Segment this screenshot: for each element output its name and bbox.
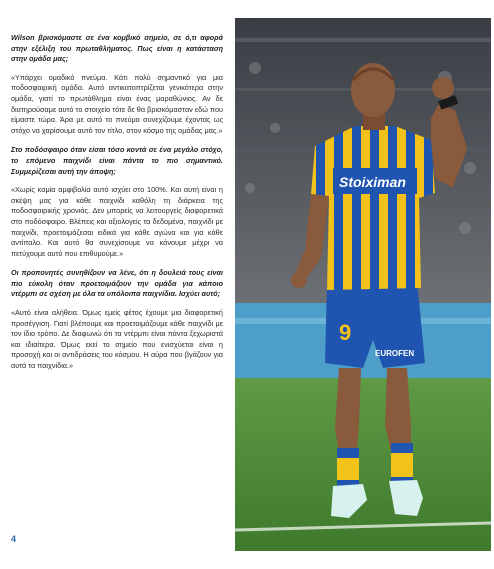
interview-column — [11, 33, 223, 381]
interview-question-3: Οι προπονητές συνηθίζουν να λένε, ότι η δουλειά τους είναι πιο εύκολη όταν προετοιμάζουν την ομάδα για κάποιο ντέρμπι σε σχέση με όλα τα υπόλοιπα παιχνίδια. Ισχύει αυτό; — [11, 268, 223, 299]
shorts-sponsor: EUROFEN — [375, 349, 415, 358]
player-photo — [235, 18, 491, 551]
shorts-number: 9 — [339, 320, 352, 345]
chest-sponsor: Stoiximan — [339, 174, 406, 190]
player-head — [351, 63, 395, 117]
interview-answer-2: «Χωρίς καμία αμφιβολία αυτό ισχύει στο 100%. Και αυτή είναι η σκέψη μας για κάθε παιχνίδι καθόλη τη διάρκεια της ποδοσφαιρικής χρονιάς. Δεν μπορείς να λειτουργείς διαφορετικά στο ποδόσφαιρο. Βλέπεις και αξιολογείς τα δεδομένα, παιχνίδι με παιχνίδι, προετοιμάζεσαι ειδικά για κάθε αγώνα και για κάθε αντίπαλο. Και αυτό θα συνεχίσουμε να κάνουμε μέχρι να πετύχουμε αυτό που επιθυμούμε.» — [11, 185, 223, 258]
page-number: 4 — [11, 534, 17, 544]
interview-answer-1: «Υπάρχει ομαδικό πνεύμα. Κάτι πολύ σημαντικό για μια ποδοσφαιρική ομάδα. Αυτό αντικατοπτρίζεται γενικότερα στην ομάδα, γιατί το πρωτάθλημα είναι ένας μαραθώνιος. Αν δε διατηρούσαμε αυτό το στοιχείο τότε δε θα βρισκόμασταν εδώ που είμαστε τώρα. Άρα με αυτό το πνεύμα συνεχίζουμε έχοντας ως στόχο να χαρίσουμε αυτό τον τίτλο, στον κόσμο της ομάδας μας.» — [11, 72, 223, 135]
interview-question-1: Wilson βρισκόμαστε σε ένα κομβικό σημείο, σε ό,τι αφορά στην εξέλιξη του πρωταθλήματος. Πως είναι η κατάσταση στην ομάδα μας; — [11, 33, 223, 64]
interview-question-2: Στο ποδόσφαιρο όταν είσαι τόσο κοντά σε ένα μεγάλο στόχο, το επόμενο παιχνίδι είναι πάντα το πιο σημαντικό. Συμμερίζεσαι αυτή την άποψη; — [11, 145, 223, 176]
interview-answer-3: «Αυτό είναι αλήθεια. Όμως εμείς φέτος έχουμε μια διαφορετική προσέγγιση. Γιατί βλέπουμε και προετοιμάζουμε κάθε παιχνίδι με τον ίδιο τρόπο. Δε διαφωνώ ότι τα ντέρμπι είναι πάντα ξεχωριστά και ιδιαίτερα. Όμως εκεί το σημείο που ενισχύεται είναι η προσοχή και οι αντιδράσεις του κόσμου. Η αύρα που βγάζουν για αυτά τα παιχνίδια.» — [11, 308, 223, 371]
